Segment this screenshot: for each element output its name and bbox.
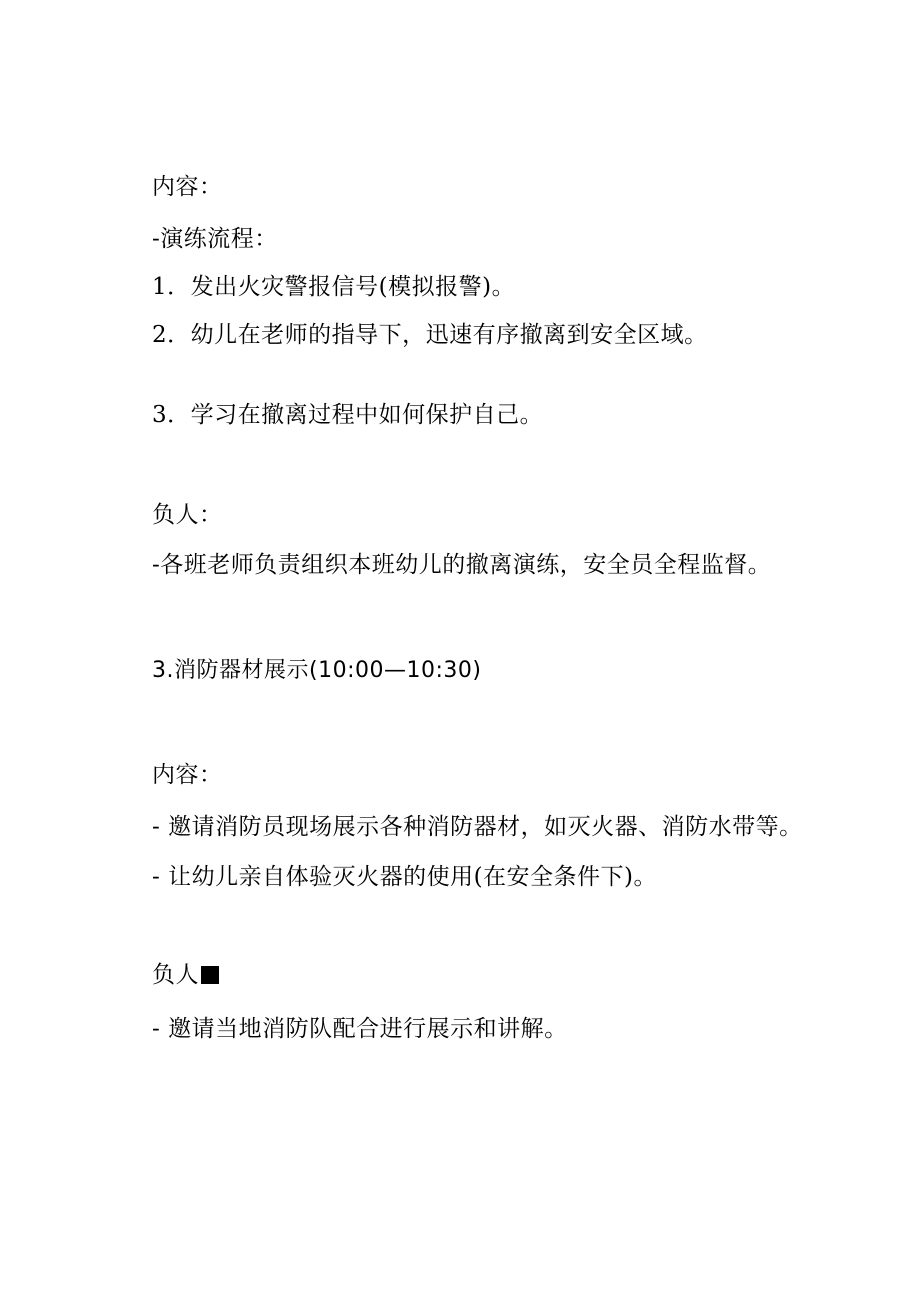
square-marker-icon — [201, 966, 219, 984]
equipment-responsible-text: - 邀请当地消防队配合进行展示和讲解。 — [152, 1016, 568, 1042]
step-1: 1．发出火灾警报信号(模拟报警)。 — [152, 274, 516, 300]
responsible-label: 负人： — [152, 502, 223, 528]
responsible-text: -各班老师负责组织本班幼儿的撤离演练，安全员全程监督。 — [152, 552, 772, 578]
section-heading: 3.消防器材展示(10:00—10:30) — [152, 658, 482, 683]
step-3: 3．学习在撤离过程中如何保护自己。 — [152, 402, 544, 428]
equipment-responsible-line — [152, 960, 219, 990]
equipment-item-2: - 让幼儿亲自体验灭火器的使用(在安全条件下)。 — [152, 864, 658, 890]
equipment-item-1: - 邀请消防员现场展示各种消防器材，如灭火器、消防水带等。 — [152, 814, 803, 840]
step-2: 2．幼儿在老师的指导下，迅速有序撤离到安全区域。 — [152, 322, 708, 348]
content-label: 内容： — [152, 174, 223, 200]
equipment-content-label: 内容： — [152, 762, 223, 788]
drill-flow-label: -演练流程： — [152, 226, 278, 252]
equipment-responsible-label: 负人 — [152, 962, 199, 988]
